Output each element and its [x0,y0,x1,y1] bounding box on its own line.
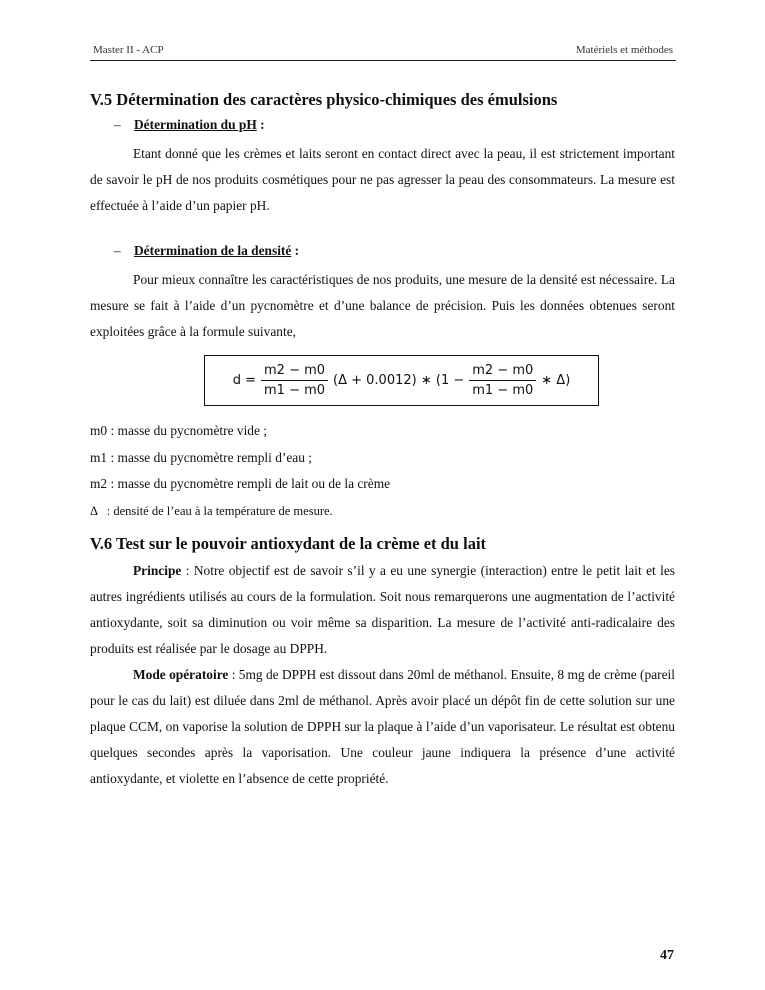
procedure-label: Mode opératoire [133,667,229,682]
density-dash: – [114,243,121,258]
ph-label: Détermination du pH [134,117,257,132]
page-number: 47 [660,948,674,963]
principle-text: : Notre objectif est de savoir s’il y a eu une synergie (interaction) entre le petit lait et les autres ingrédients utilisés au cours de la formulation. Soit nous remarquerons une augmentation de l’activité antioxydante, soit sa diminution ou voir même sa disparition. La mesure de l’activité anti-radicalaire des produits est réalisée par le dosage au DPPH. [90,563,675,656]
density-subtitle [90,241,675,261]
density-formula [204,355,599,406]
fraction-2-numerator: m2 − m0 [469,363,536,381]
fraction-1-numerator: m2 − m0 [261,363,328,381]
header-right: Matériels et méthodes [575,44,673,56]
header-left: Master II - ACP [93,44,164,56]
formula-middle: (Δ + 0.0012) ∗ (1 − [333,373,465,388]
ph-paragraph: Etant donné que les crèmes et laits seront en contact direct avec la peau, il est strictement important de savoir le pH de nos produits cosmétiques pour ne pas agresser la peau des consommateurs. La mesure est effectuée à l’aide d’un papier pH. [90,146,675,213]
formula-fraction-2 [469,363,536,398]
section-v6-title: V.6 Test sur le pouvoir antioxydant de la crème et du lait [90,534,487,553]
procedure-text: : 5mg de DPPH est dissout dans 20ml de méthanol. Ensuite, 8 mg de crème (pareil pour le cas du lait) est diluée dans 2ml de méthanol. Après avoir placé un dépôt fin de cette solution sur une plaque CCM, on vaporise la solution de DPPH sur la plaque à l’aide d’un vaporisateur. Le résultat est obtenu quelques secondes après la vaporisation. Une couleur jaune indiquera la présence d’une activité antioxydante, et violette en l’absence de cette propriété. [90,667,675,786]
principle-label: Principe [133,563,182,578]
ph-subtitle [90,115,675,135]
ph-colon: : [256,117,265,132]
fraction-1-denominator: m1 − m0 [264,383,326,398]
section-v5-title: V.5 Détermination des caractères physico-chimiques des émulsions [90,90,558,109]
ph-dash: – [114,117,121,132]
density-colon: : [291,243,300,258]
density-paragraph: Pour mieux connaître les caractéristiques de nos produits, une mesure de la densité est nécessaire. La mesure se fait à l’aide d’un pycnomètre et d’une balance de précision. Puis les données obtenues seront exploitées grâce à la formule suivante, [90,272,675,339]
formula-fraction-1 [261,363,328,398]
density-label: Détermination de la densité [134,243,292,258]
formula-lhs: d = [232,373,256,388]
page-content [90,88,675,792]
principle-paragraph [90,558,675,662]
fraction-2-denominator: m1 − m0 [472,383,534,398]
definition-m2: m2 : masse du pycnomètre rempli de lait ou de la crème [90,476,391,491]
page-header [90,42,676,61]
formula-tail: ∗ Δ) [541,373,571,388]
definition-delta: Δ : densité de l’eau à la température de mesure. [90,503,333,518]
procedure-paragraph [90,662,675,792]
definition-m0: m0 : masse du pycnomètre vide ; [90,423,268,438]
definition-m1: m1 : masse du pycnomètre rempli d’eau ; [90,449,312,465]
